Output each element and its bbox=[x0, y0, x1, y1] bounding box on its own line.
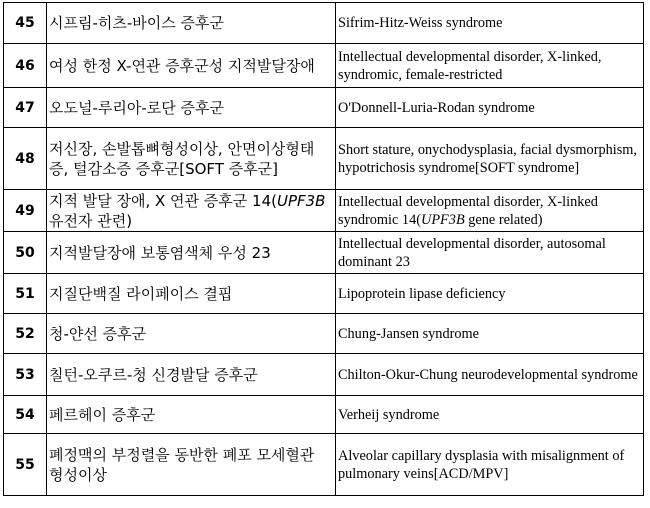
row-number: 48 bbox=[4, 128, 47, 190]
row-number: 51 bbox=[4, 274, 47, 314]
korean-text-part: 유전자 관련) bbox=[49, 211, 133, 230]
english-name-cell: Short stature, onychodysplasia, facial dysmorphism, hypotrichosis syndrome[SOFT syndrome] bbox=[336, 128, 644, 190]
gene-name: UPF3B bbox=[421, 211, 465, 228]
english-text-part: Intellectual developmental disorder, X-linked syndromic 14( bbox=[338, 193, 598, 228]
korean-name-cell: 오도널-루리아-로단 증후군 bbox=[47, 88, 336, 128]
korean-name-cell: 폐정맥의 부정렬을 동반한 폐포 모세혈관 형성이상 bbox=[47, 434, 336, 496]
korean-name-cell: 지질단백질 라이페이스 결핍 bbox=[47, 274, 336, 314]
table-row bbox=[4, 314, 644, 354]
table-row bbox=[4, 396, 644, 434]
table-row bbox=[4, 44, 644, 88]
table-row bbox=[4, 88, 644, 128]
english-name-cell: Verheij syndrome bbox=[336, 396, 644, 434]
english-name-cell: Sifrim-Hitz-Weiss syndrome bbox=[336, 3, 644, 44]
english-name-cell: Intellectual developmental disorder, autosomal dominant 23 bbox=[336, 232, 644, 274]
english-name-cell bbox=[336, 190, 644, 232]
korean-name-cell: 청-얀선 증후군 bbox=[47, 314, 336, 354]
row-number: 47 bbox=[4, 88, 47, 128]
row-number: 54 bbox=[4, 396, 47, 434]
korean-name-cell: 시프림-히츠-바이스 증후군 bbox=[47, 3, 336, 44]
table-row bbox=[4, 128, 644, 190]
row-number: 49 bbox=[4, 190, 47, 232]
english-name-cell: Alveolar capillary dysplasia with misalignment of pulmonary veins[ACD/MPV] bbox=[336, 434, 644, 496]
table-row bbox=[4, 354, 644, 396]
english-text-part: gene related) bbox=[464, 211, 543, 228]
table-row bbox=[4, 3, 644, 44]
english-name-cell: O'Donnell-Luria-Rodan syndrome bbox=[336, 88, 644, 128]
row-number: 53 bbox=[4, 354, 47, 396]
english-name-cell: Lipoprotein lipase deficiency bbox=[336, 274, 644, 314]
english-name-cell: Chung-Jansen syndrome bbox=[336, 314, 644, 354]
korean-name-cell bbox=[47, 190, 336, 232]
table-row bbox=[4, 190, 644, 232]
table-row bbox=[4, 232, 644, 274]
table-row bbox=[4, 274, 644, 314]
row-number: 46 bbox=[4, 44, 47, 88]
row-number: 45 bbox=[4, 3, 47, 44]
korean-name-cell: 여성 한정 X-연관 증후군성 지적발달장애 bbox=[47, 44, 336, 88]
korean-name-cell: 지적발달장애 보통염색체 우성 23 bbox=[47, 232, 336, 274]
english-name-cell: Chilton-Okur-Chung neurodevelopmental syndrome bbox=[336, 354, 644, 396]
gene-name: UPF3B bbox=[276, 191, 326, 210]
row-number: 50 bbox=[4, 232, 47, 274]
row-number: 55 bbox=[4, 434, 47, 496]
table-row bbox=[4, 434, 644, 496]
korean-name-cell: 저신장, 손발톱뼈형성이상, 안면이상형태증, 털감소증 증후군[SOFT 증후군] bbox=[47, 128, 336, 190]
korean-text-part: 지적 발달 장애, X 연관 증후군 14( bbox=[49, 191, 277, 210]
row-number: 52 bbox=[4, 314, 47, 354]
korean-name-cell: 칠턴-오쿠르-청 신경발달 증후군 bbox=[47, 354, 336, 396]
disease-name-table bbox=[3, 2, 644, 496]
korean-name-cell: 페르헤이 증후군 bbox=[47, 396, 336, 434]
english-name-cell: Intellectual developmental disorder, X-linked, syndromic, female-restricted bbox=[336, 44, 644, 88]
